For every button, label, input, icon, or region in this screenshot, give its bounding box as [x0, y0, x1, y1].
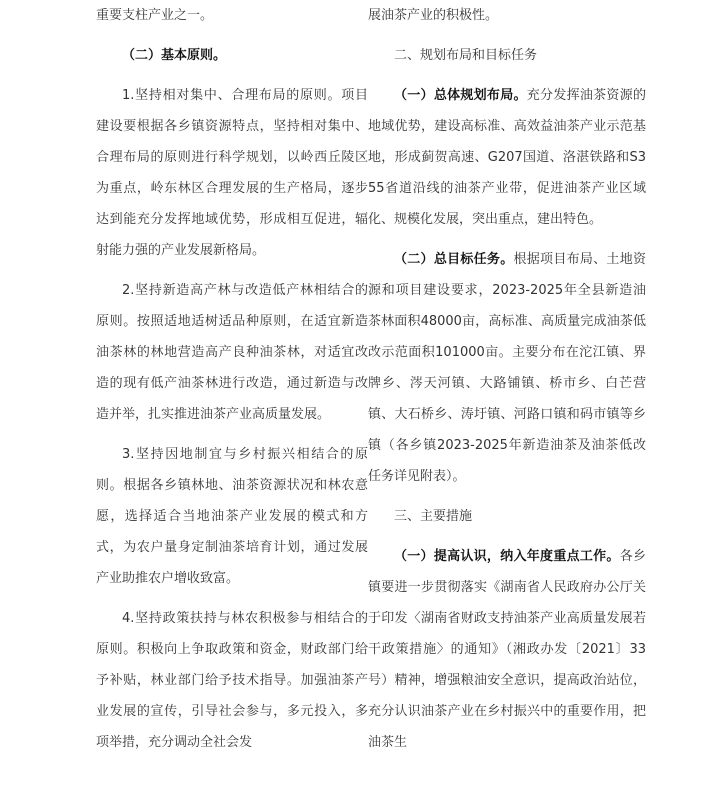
section-2-title: 二、规划布局和目标任务	[394, 48, 538, 63]
overall-layout-lead: （一）总体规划布局。	[394, 88, 527, 103]
measure-1-body: 各乡镇要进一步贯彻落实《湖南省人民政府办公厅关于印发〈湖南省财政支持油茶产业高质量发展若干政策措施〉的通知》（湘政办发〔2021〕33号）精神，增强粮油安全意识，提高政治站位，充分认识油茶产业在乡村振兴中的重要作用，把油茶生	[368, 549, 646, 750]
basic-principles-heading: （二）基本原则。	[122, 48, 227, 63]
spacer	[96, 594, 368, 603]
overall-target-body: 根据项目布局、土地资源和项目建设要求，2023-2025年全县新造油茶林面积48000亩，高标准、高质量完成油茶低改示范面积101000亩。主要分布在沱江镇、界牌乡、涔天河镇、大路铺镇、桥市乡、白芒营镇、大石桥乡、涛圩镇、河路口镇和码市镇等乡镇（各乡镇2023-2025年新造油茶及油茶低改任务详见附表）。	[368, 252, 646, 484]
principle-1-paragraph: 1.坚持相对集中、合理布局的原则。项目建设要根据各乡镇资源特点，坚持相对集中、合理布局的原则进行科学规划，以岭西丘陵区为重点，岭东林区合理发展的生产格局，逐步达到能充分发挥地域优势，形成相互促进，辐射能力强的产业发展新格局。	[96, 88, 368, 258]
principle-4-paragraph: 4.坚持政策扶持与林农积极参与相结合的原则。积极向上争取政策和资金，财政部门给予补贴，林业部门给予技术指导。加强油茶产业发展的宣传，引导社会参与，多元投入，多项举措，充分调动全社会发	[96, 611, 368, 750]
right-column	[368, 0, 646, 758]
left-column	[96, 0, 368, 758]
section-3-title: 三、主要措施	[394, 509, 473, 524]
spacer	[368, 31, 646, 40]
spacer	[368, 71, 646, 80]
overall-target-paragraph	[368, 244, 646, 492]
spacer	[96, 71, 368, 80]
right-intro-line: 展油茶产业的积极性。	[368, 8, 499, 23]
left-intro-line: 重要支柱产业之一。	[96, 8, 214, 23]
spacer	[96, 430, 368, 439]
spacer	[368, 532, 646, 541]
spacer	[96, 266, 368, 275]
principle-2-paragraph: 2.坚持新造高产林与改造低产林相结合的原则。按照适地适树适品种原则，在适宜新造油茶林的林地营造高产良种油茶林，对适宜改造的现有低产油茶林进行改造，通过新造与改造并举，扎实推进油茶产业高质量发展。	[96, 283, 368, 422]
spacer	[368, 492, 646, 501]
measure-1-lead: （一）提高认识，纳入年度重点工作。	[394, 549, 620, 564]
overall-layout-body: 充分发挥油茶资源的地域优势，建设高标准、高效益油茶产业示范基地，形成蓟贺高速、G207国道、洛湛铁路和S355省道沿线的油茶产业带，促进油茶产业区域化、规模化发展，突出重点，建出特色。	[368, 88, 646, 227]
spacer	[96, 31, 368, 40]
spacer	[368, 235, 646, 244]
measure-1-paragraph	[368, 541, 646, 758]
principle-3-paragraph: 3.坚持因地制宜与乡村振兴相结合的原则。根据各乡镇林地、油茶资源状况和林农意愿，选择适合当地油茶产业发展的模式和方式，为农户量身定制油茶培育计划，通过发展产业助推农户增收致富。	[96, 447, 368, 586]
overall-target-lead: （二）总目标任务。	[394, 252, 514, 267]
overall-layout-paragraph	[368, 80, 646, 235]
